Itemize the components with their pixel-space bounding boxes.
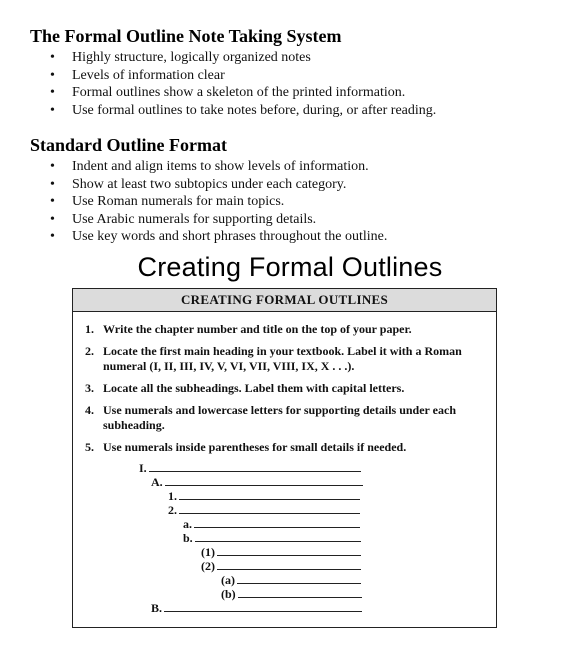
step-text: Locate the first main heading in your textbook. Label it with a Roman numeral (I, II, III, IV, V, VI, VII, VIII, IX, X . . .). — [103, 344, 462, 373]
section-heading: Standard Outline Format — [30, 135, 228, 155]
section-formal-outline-system — [30, 25, 570, 119]
blank-line — [194, 517, 360, 528]
step-number: 1. — [85, 322, 94, 336]
blank-line — [238, 587, 362, 598]
outline-label: B. — [151, 601, 163, 615]
blank-line — [217, 545, 361, 556]
outline-line-a — [183, 517, 360, 531]
list-item: • Use Arabic numerals for supporting details. — [30, 211, 570, 229]
outline-label: I. — [139, 461, 147, 475]
step-text: Write the chapter number and title on the top of your paper. — [103, 322, 412, 336]
list-item: • Indent and align items to show levels of information. — [30, 158, 570, 176]
outline-label: (b) — [221, 587, 236, 601]
list-item: • Show at least two subtopics under each category. — [30, 176, 570, 194]
outline-line-1 — [168, 489, 360, 503]
page-title: Creating Formal Outlines — [137, 252, 443, 282]
outline-label: (2) — [201, 559, 215, 573]
list-item: • Levels of information clear — [30, 67, 570, 85]
list-item: • Highly structure, logically organized notes — [30, 49, 570, 67]
outline-label: 2. — [168, 503, 177, 517]
list-item — [85, 322, 484, 337]
outline-line-(2) — [201, 559, 361, 573]
outline-line-A — [151, 475, 363, 489]
list-item — [85, 440, 484, 455]
list-item — [85, 381, 484, 396]
section-heading: The Formal Outline Note Taking System — [30, 26, 342, 46]
blank-line — [149, 461, 361, 472]
list-item: • Use key words and short phrases throughout the outline. — [30, 228, 570, 246]
step-number: 2. — [85, 344, 94, 358]
list-item: • Use Roman numerals for main topics. — [30, 193, 570, 211]
blank-line — [217, 559, 361, 570]
list-item: • Use formal outlines to take notes before, during, or after reading. — [30, 102, 570, 120]
bullet-list — [30, 49, 570, 119]
blank-line — [237, 573, 361, 584]
outline-line-I — [139, 461, 361, 475]
outline-line-(a) — [221, 573, 361, 587]
step-text: Use numerals and lowercase letters for supporting details under each subheading. — [103, 403, 456, 432]
outline-label: a. — [183, 517, 192, 531]
step-text: Locate all the subheadings. Label them with capital letters. — [103, 381, 405, 395]
outline-line-(b) — [221, 587, 362, 601]
step-number: 5. — [85, 440, 94, 454]
blank-line — [165, 475, 363, 486]
outline-instructions-box — [72, 288, 497, 628]
box-header: CREATING FORMAL OUTLINES — [73, 289, 496, 312]
blank-line — [195, 531, 361, 542]
step-text: Use numerals inside parentheses for small details if needed. — [103, 440, 407, 454]
outline-line-b — [183, 531, 361, 545]
list-item — [85, 344, 484, 374]
outline-line-B — [151, 601, 362, 615]
outline-label: (a) — [221, 573, 235, 587]
outline-label: (1) — [201, 545, 215, 559]
blank-line — [164, 601, 362, 612]
blank-line — [179, 489, 360, 500]
section-standard-outline-format — [30, 134, 570, 246]
steps-list — [85, 322, 484, 462]
outline-label: b. — [183, 531, 193, 545]
outline-line-(1) — [201, 545, 361, 559]
step-number: 3. — [85, 381, 94, 395]
list-item: • Formal outlines show a skeleton of the printed information. — [30, 84, 570, 102]
bullet-list — [30, 158, 570, 246]
blank-line — [179, 503, 360, 514]
step-number: 4. — [85, 403, 94, 417]
outline-line-2 — [168, 503, 360, 517]
outline-label: A. — [151, 475, 163, 489]
list-item — [85, 403, 484, 433]
outline-label: 1. — [168, 489, 177, 503]
